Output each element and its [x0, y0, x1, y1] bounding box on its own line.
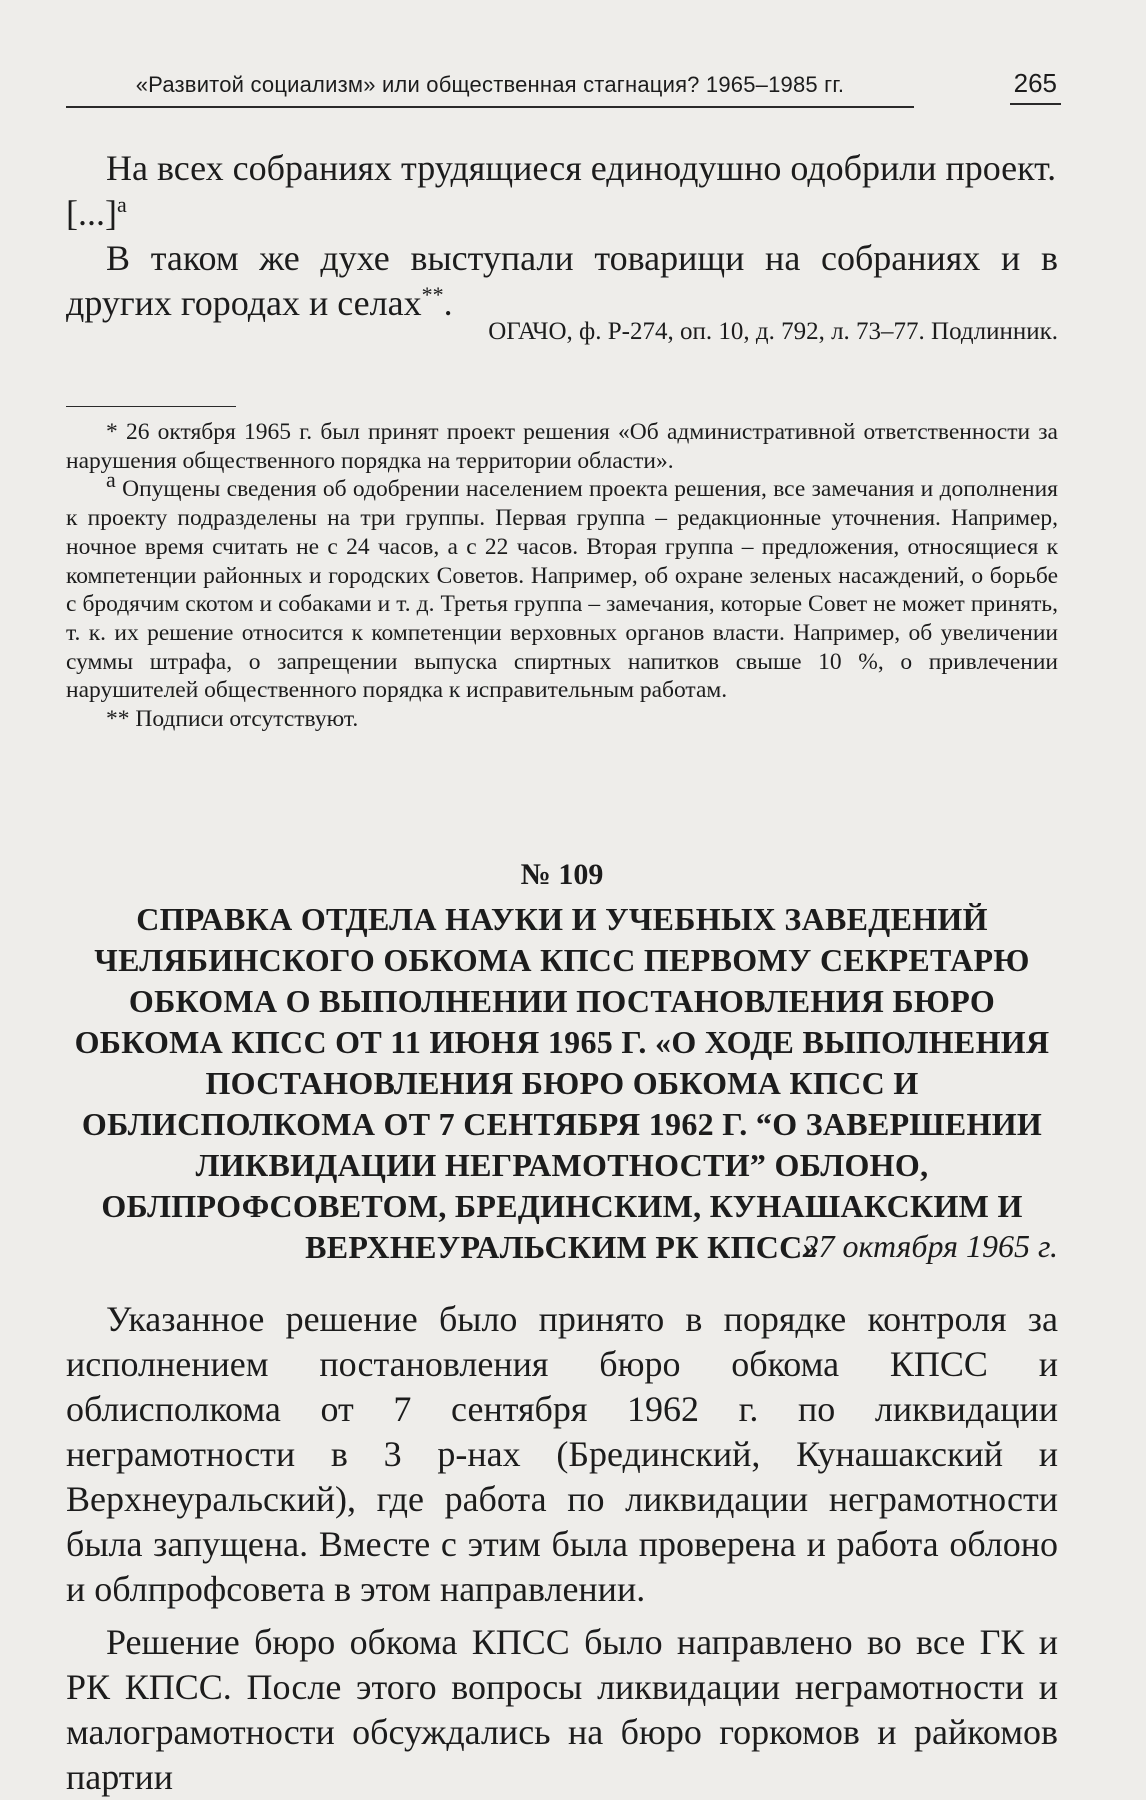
archive-source: ОГАЧО, ф. Р-274, оп. 10, д. 792, л. 73–77. Подлинник. — [488, 318, 1058, 345]
footnote-star: * 26 октября 1965 г. был принят проект решения «Об административной ответственности за нарушения общественного порядка на территории области». — [66, 419, 1058, 474]
footnote-ref-a: а — [116, 192, 127, 217]
page-header — [66, 66, 1061, 110]
footnote-a — [66, 467, 1058, 705]
footnote-a-text: Опущены сведения об одобрении населением проекта решения, все замечания и дополнения к проекту подразделены на три группы. Первая группа – редакционные уточнения. Например, ночное время считать не с 24 часов, а с 22 часов. Вторая группа – предложения, относящиеся к компетенции районных и городских Советов. Например, об охране зеленых насаждений, о борьбе с бродячим скотом и собаками и т. д. Третья группа – замечания, которые Совет не может принять, т. к. их решение относится к компетенции верховных органов власти. Например, об увеличении суммы штрафа, о запрещении выпуска спиртных напитков свыше 10 %, о привлечении нарушителей общественного порядка к исправительным работам. — [66, 476, 1058, 704]
closing-paragraph-text: В таком же духе выступали товарищи на собраниях и в других городах и селах — [66, 238, 1058, 323]
document-title: СПРАВКА ОТДЕЛА НАУКИ И УЧЕБНЫХ ЗАВЕДЕНИЙ ЧЕЛЯБИНСКОГО ОБКОМА КПСС ПЕРВОМУ СЕКРЕТАРЮ ОБКОМА О ВЫПОЛНЕНИИ ПОСТАНОВЛЕНИЯ БЮРО ОБКОМА КПСС ОТ 11 ИЮНЯ 1965 Г. «О ХОДЕ ВЫПОЛНЕНИЯ ПОСТАНОВЛЕНИЯ БЮРО ОБКОМА КПСС И ОБЛИСПОЛКОМА ОТ 7 СЕНТЯБРЯ 1962 Г. “О ЗАВЕРШЕНИИ ЛИКВИДАЦИИ НЕГРАМОТНОСТИ” ОБЛОНО, ОБЛПРОФСОВЕТОМ, БРЕДИНСКИМ, КУНАШАКСКИМ И ВЕРХНЕУРАЛЬСКИМ РК КПСС» — [74, 901, 1050, 1265]
footnote-double-star: ** Подписи отсутствуют. — [106, 706, 359, 733]
footnotes — [66, 418, 1058, 734]
page-number: 265 — [1010, 68, 1061, 105]
header-rule — [66, 106, 914, 108]
closing-paragraph — [66, 236, 1058, 326]
document-number: № 109 — [520, 858, 604, 891]
footnote-rule — [66, 406, 236, 407]
footnote-a-mark: а — [106, 467, 116, 493]
running-title: «Развитой социализм» или общественная стагнация? 1965–1985 гг. — [135, 72, 845, 97]
document-date: 27 октября 1965 г. — [802, 1228, 1058, 1264]
omission-line — [66, 191, 1058, 236]
closing-paragraph-end: . — [443, 283, 453, 323]
body-paragraph-2: Решение бюро обкома КПСС было направлено во все ГК и РК КПСС. После этого вопросы ликвидации неграмотности и малограмотности обсуждались на бюро горкомов и райкомов партии — [66, 1622, 1058, 1797]
body-paragraph-1: Указанное решение было принято в порядке контроля за исполнением постановления бюро обкома КПСС и облисполкома от 7 сентября 1962 г. по ликвидации неграмотности в 3 р-нах (Брединский, Кунашакский и Верхнеуральский), где работа по ликвидации неграмотности была запущена. Вместе с этим была проверена и работа облоно и облпрофсовета в этом направлении. — [66, 1299, 1058, 1609]
closing-line: На всех собраниях трудящиеся единодушно одобрили проект. — [106, 148, 1057, 188]
document-body — [66, 1297, 1058, 1800]
top-text — [66, 146, 1058, 326]
footnote-ref-double-star: ** — [421, 282, 444, 307]
omission-mark: [...] — [66, 193, 117, 233]
